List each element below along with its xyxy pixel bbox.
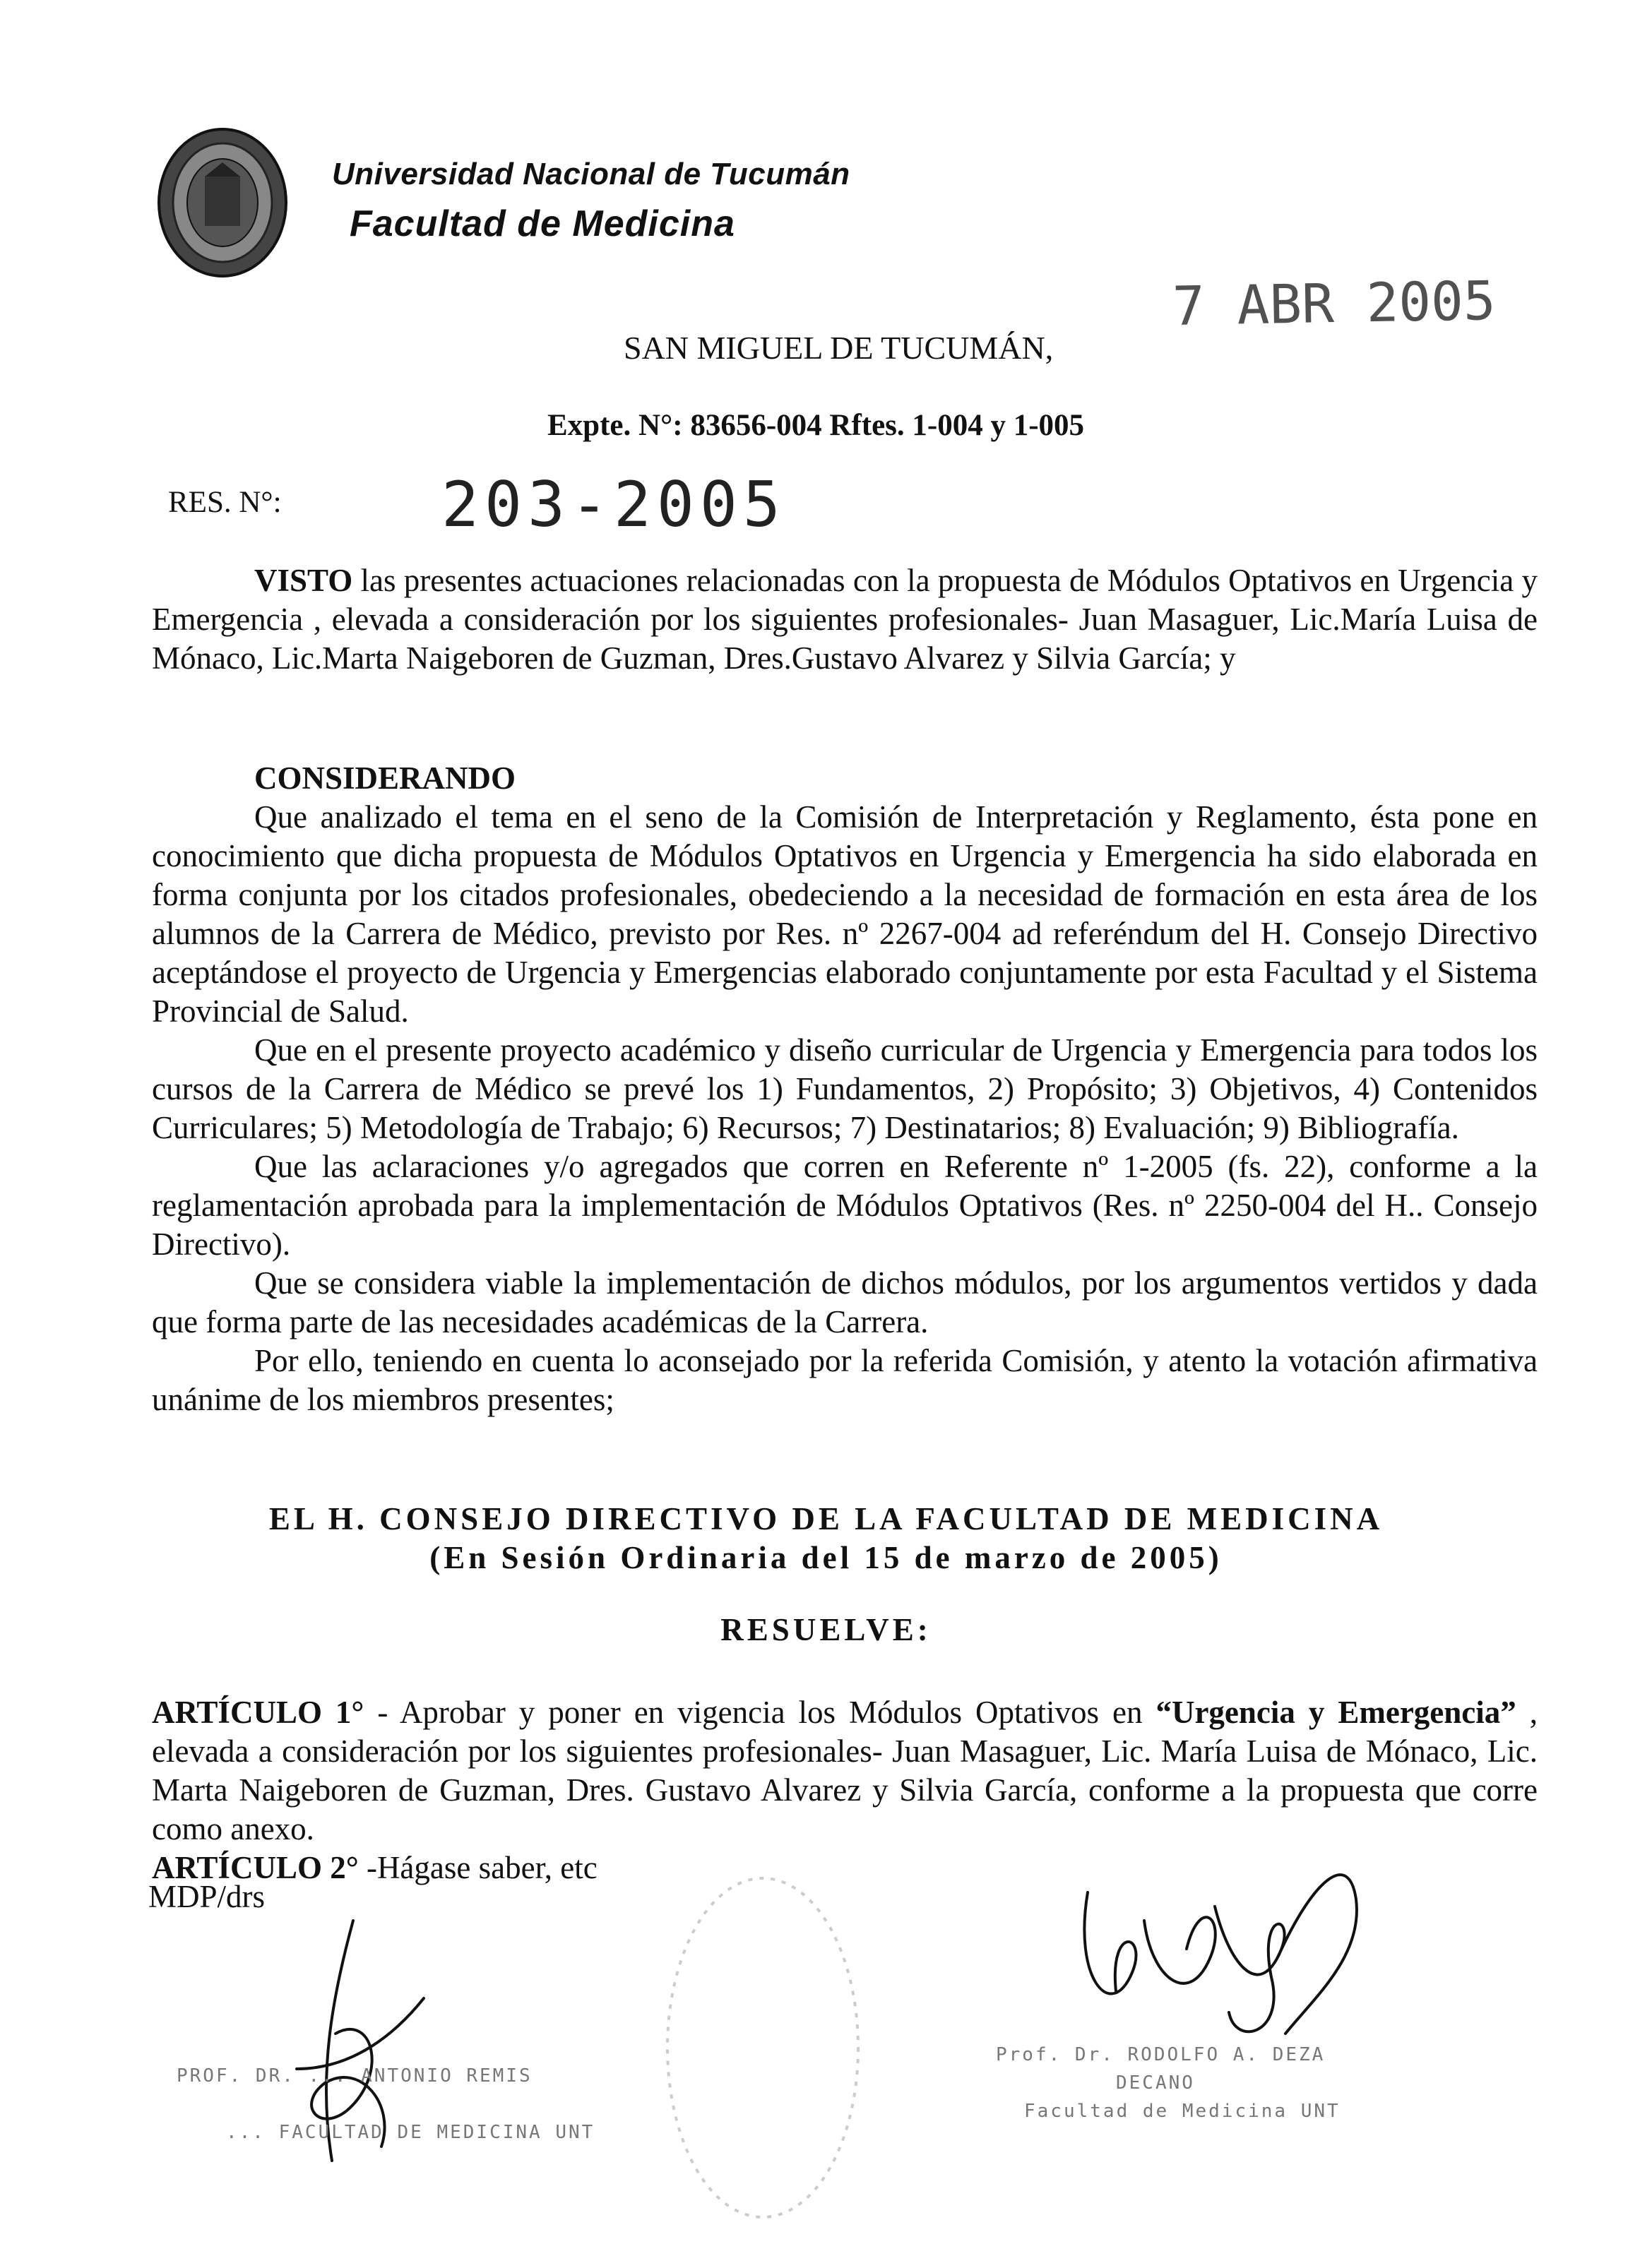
considerando-paragraph: Que en el presente proyecto académico y diseño curricular de Urgencia y Emergencia para todos los cursos de la Carrera de Médico se prevé los 1) Fundamentos, 2) Propósito; 3) Objetivos, 4) Contenidos Curriculares; 5) Metodología de Trabajo; 6) Recursos; 7) Destinatarios; 8) Evaluación; 9) Bibliografía. [152,1032,1538,1145]
considerando-paragraph: Que las aclaraciones y/o agregados que corren en Referente nº 1-2005 (fs. 22), conforme a la reglamentación aprobada para la implementación de Módulos Optativos (Res. nº 2250-004 del H.. Consejo Directivo). [152,1149,1538,1262]
faculty-name: Facultad de Medicina [350,203,735,244]
article-1-text-a: - Aprobar y poner en vigencia los Módulos Optativos en [364,1695,1156,1730]
resuelve-heading: RESUELVE: [720,1612,932,1647]
right-signature-stamp: Prof. Dr. RODOLFO A. DEZA [996,2044,1326,2065]
visto-text: las presentes actuaciones relacionadas con la propuesta de Módulos Optativos en Urgencia y Emergencia , elevada a consideración por los siguientes profesionales- Juan Masaguer, Lic.María Luisa de Mónaco, Lic.Marta Naigeboren de Guzman, Dres.Gustavo Alvarez y Silvia García; y [152,563,1538,676]
right-signature-stamp: Facultad de Medicina UNT [1024,2101,1341,2122]
considerando-paragraph: Por ello, teniendo en cuenta lo aconsejado por la referida Comisión, y atento la votación afirmativa unánime de los miembros presentes; [152,1343,1538,1417]
article-1-text-b: , elevada a consideración por los siguientes profesionales- Juan Masaguer, Lic. María Luisa de Mónaco, Lic. Marta Naigeboren de Guzman, Dres. Gustavo Alvarez y Silvia García, conforme a la propuesta que corre como anexo. [152,1695,1538,1846]
considerando-heading: CONSIDERANDO [254,760,516,796]
visto-section [152,561,1538,678]
considerando-paragraph: Que analizado el tema en el seno de la Comisión de Interpretación y Reglamento, ésta pone en conocimiento que dicha propuesta de Módulos Optativos en Urgencia y Emergencia ha sido elaborada en forma conjunta por los citados profesionales, obedeciendo a la necesidad de formación en esta área de los alumnos de la Carrera de Médico, previsto por Res. nº 2267-004 ad referéndum del H. Consejo Directivo aceptándose el proyecto de Urgencia y Emergencias elaborado conjuntamente por esta Facultad y el Sistema Provincial de Salud. [152,799,1538,1029]
resolution-number: 203-2005 [441,468,786,541]
considerando-paragraph: Que se considera viable la implementación de dichos módulos, por los argumentos vertidos y dada que forma parte de las necesidades académicas de la Carrera. [152,1265,1538,1339]
left-signature [212,1892,509,2189]
left-signature-stamp: PROF. DR. ... ANTONIO REMIS [177,2065,533,2087]
article-2-label: ARTÍCULO 2° [152,1850,359,1885]
received-date-stamp: 7 ABR 2005 [1172,269,1497,338]
considerando-section [152,759,1538,1419]
expediente-number: Expte. N°: 83656-004 Rftes. 1-004 y 1-005 [547,409,1085,442]
resolution-label: RES. N°: [168,486,282,519]
council-heading: EL H. CONSEJO DIRECTIVO DE LA FACULTAD DE MEDICINA [268,1501,1384,1536]
article-1-module-name: “Urgencia y Emergencia” [1155,1695,1516,1730]
article-1-label: ARTÍCULO 1° [152,1695,364,1730]
session-line: (En Sesión Ordinaria del 15 de marzo de 2005) [429,1540,1223,1575]
article-2-text: -Hágase saber, etc [358,1850,598,1885]
left-signature-stamp: ... FACULTAD DE MEDICINA UNT [226,2122,595,2143]
initials-line: MDP/drs [148,1879,266,1914]
university-name: Universidad Nacional de Tucumán [332,157,850,191]
faded-round-stamp [657,1864,869,2231]
university-seal [155,127,290,279]
right-signature-stamp: DECANO [1116,2072,1195,2094]
visto-keyword: VISTO [254,563,353,598]
place-line: SAN MIGUEL DE TUCUMÁN, [624,330,1054,366]
